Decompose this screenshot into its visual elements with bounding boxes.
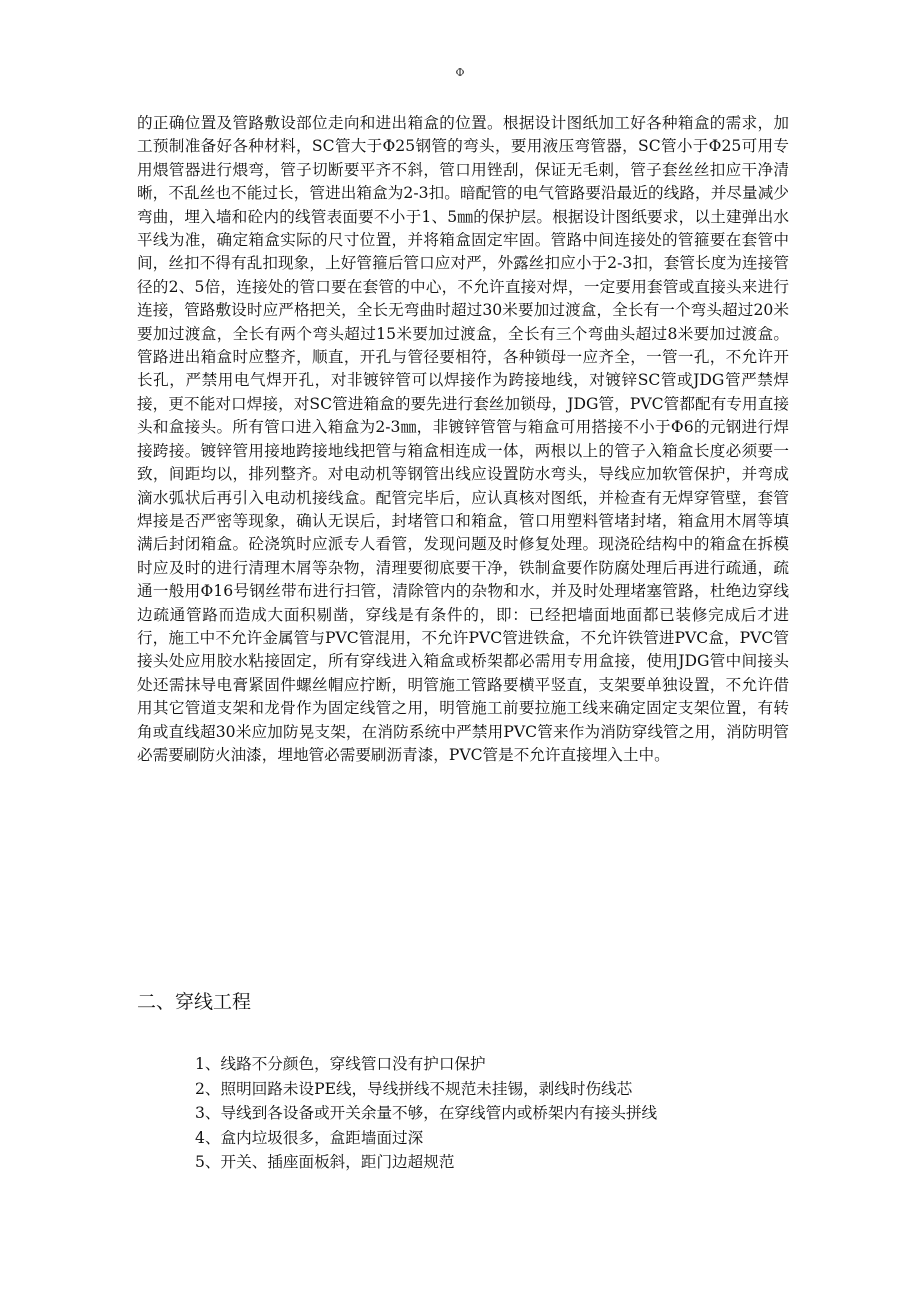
list-item: 4、盒内垃圾很多，盒距墙面过深	[195, 1128, 424, 1147]
issue-list	[195, 1052, 657, 1175]
list-item: 1、线路不分颜色，穿线管口没有护口保护	[195, 1055, 486, 1073]
list-item: 3、导线到各设备或开关余量不够，在穿线管内或桥架内有接头拼线	[195, 1104, 658, 1122]
list-item: 5、开关、插座面板斜，距门边超规范	[195, 1153, 455, 1171]
page-header-mark: Φ	[455, 66, 465, 79]
list-item: 2、照明回路未设PE线，导线拼线不规范未挂锡，剥线时伤线芯	[195, 1079, 633, 1098]
section-title: 二、穿线工程	[137, 991, 252, 1013]
body-paragraph: 的正确位置及管路敷设部位走向和进出箱盒的位置。根据设计图纸加工好各种箱盒的需求，加工预制准备好各种材料，SC管大于Φ25钢管的弯头，要用液压弯管器，SC管小于Φ25可用专用煨管器进行煨弯，管子切断要平齐不斜，管口用锉刮，保证无毛刺，管子套丝丝扣应干净清晰，不乱丝也不能过长，管进出箱盒为2-3扣。暗配管的电气管路要沿最近的线路，并尽量减少弯曲，埋入墙和砼内的线管表面要不小于1、5㎜的保护层。根据设计图纸要求，以土建弹出水平线为准，确定箱盒实际的尺寸位置，并将箱盒固定牢固。管路中间连接处的管箍要在套管中间，丝扣不得有乱扣现象，上好管箍后管口应对严，外露丝扣应小于2-3扣，套管长度为连接管径的2、5倍，连接处的管口要在套管的中心，不允许直接对焊，一定要用套管或直接头来进行连接，管路敷设时应严格把关，全长无弯曲时超过30米要加过渡盒，全长有一个弯头超过20米要加过渡盒，全长有两个弯头超过15米要加过渡盒，全长有三个弯曲头超过8米要加过渡盒。管路进出箱盒时应整齐，顺直，开孔与管径要相符，各种锁母一应齐全，一管一孔，不允许开长孔，严禁用电气焊开孔，对非镀锌管可以焊接作为跨接地线，对镀锌SC管或JDG管严禁焊接，更不能对口焊接，对SC管进箱盒的要先进行套丝加锁母，JDG管，PVC管都配有专用直接头和盒接头。所有管口进入箱盒为2-3㎜，非镀锌管管与箱盒可用搭接不小于Φ6的元钢进行焊接跨接。镀锌管用接地跨接地线把管与箱盒相连成一体，两根以上的管子入箱盒长度必须要一致，间距均以，排列整齐。对电动机等钢管出线应设置防水弯头，导线应加软管保护，并弯成滴水弧状后再引入电动机接线盒。配管完毕后，应认真核对图纸，并检查有无焊穿管壁，套管焊接是否严密等现象，确认无误后，封堵管口和箱盒，管口用塑料管堵封堵，箱盒用木屑等填满后封闭箱盒。砼浇筑时应派专人看管，发现问题及时修复处理。现浇砼结构中的箱盒在拆模时应及时的进行清理木屑等杂物，清理要彻底要干净，铁制盒要作防腐处理后再进行疏通，疏通一般用Φ16号钢丝带布进行扫管，清除管内的杂物和水，并及时处理堵塞管路，杜绝边穿线边疏通管路而造成大面积剔凿，穿线是有条件的，即：已经把墙面地面都已装修完成后才进行，施工中不允许金属管与PVC管混用，不允许PVC管进铁盒，不允许铁管进PVC盒，PVC管接头处应用胶水粘接固定，所有穿线进入箱盒或桥架都必需用专用盒接，使用JDG管中间接头处还需抹导电膏紧固件螺丝帽应拧断，明管施工管路要横平竖直，支架要单独设置，不允许借用其它管道支架和龙骨作为固定线管之用，明管施工前要拉施工线来确定固定支架位置，有转角或直线超30米应加防晃支架，在消防系统中严禁用PVC管来作为消防穿线管之用，消防明管必需要刷防火油漆，埋地管必需要刷沥青漆，PVC管是不允许直接埋入土中。	[137, 114, 789, 764]
